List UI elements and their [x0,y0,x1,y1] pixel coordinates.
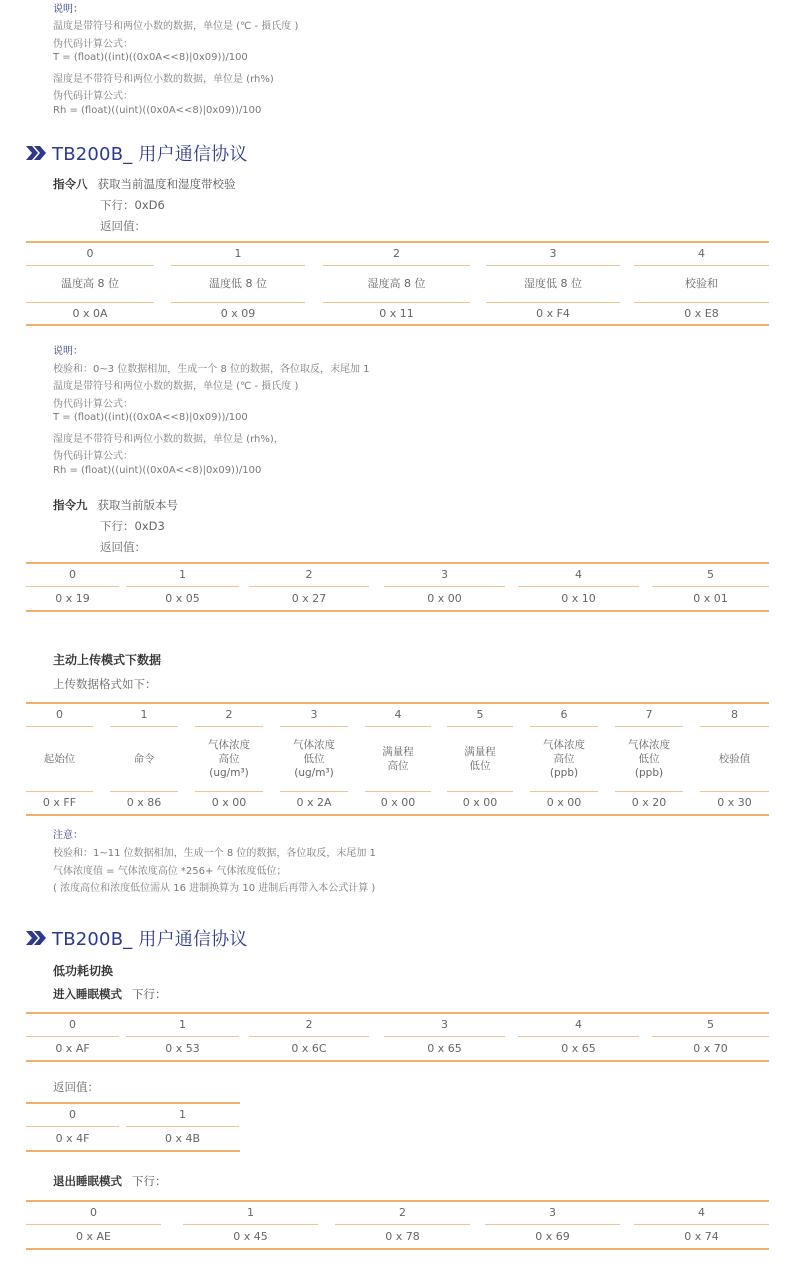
note-line: ( 浓度高位和浓度低位需从 16 进制换算为 10 进制后再带入本公式计算 ) [53,883,376,894]
double-chevron-icon [26,146,46,160]
note-line: Rh = (float)((uint)((0x0A<<8)|0x09))/100 [53,105,262,116]
table-header-cell: 1 [247,1206,254,1219]
table-cell: 气体浓度 高位 (ppb) [543,739,585,779]
return-label: 返回值： [100,219,146,233]
enter-sleep-label: 进入睡眠模式 [53,987,122,1001]
return-label: 返回值： [100,540,146,554]
table-cell: 气体浓度 高位 (ug/m³) [208,739,250,779]
table-cell: 0 x FF [42,796,77,809]
note-title: 注意： [53,830,83,841]
table-cell: 起始位 [43,753,76,765]
table-header-cell: 3 [310,708,318,721]
table-cell: 0 x 10 [561,592,596,605]
command-label: 指令九 [53,498,88,512]
table-bottom-border [26,1060,769,1062]
table-top-border [26,1200,769,1202]
table-cell: 气体浓度 低位 (ug/m³) [293,739,335,779]
note-line: T = (float)((int)((0x0A<<8)|0x09))/100 [53,412,248,423]
table-header-cell: 4 [698,1206,705,1219]
note-line: T = (float)((int)((0x0A<<8)|0x09))/100 [53,52,248,63]
note-line: 校验和：1~11 位数据相加，生成一个 8 位的数据，各位取反，末尾加 1 [53,848,376,859]
table-cell: 0 x 00 [462,796,498,809]
table-top-border [26,702,769,704]
upload-title: 主动上传模式下数据 [53,653,162,667]
table-cell: 0 x 4F [55,1132,90,1145]
table-header-cell: 7 [645,708,653,721]
table-cell: 满量程 高位 [382,746,414,772]
table-cell: 0 x 20 [631,796,667,809]
table-cell: 温度高 8 位 [61,277,119,290]
table-cell: 校验和 [685,277,718,290]
note-line: 伪代码计算公式： [53,39,133,50]
enter-sleep [53,986,167,1002]
table-header-cell: 8 [731,708,738,721]
table-cell: 满量程 低位 [464,746,496,772]
table-cell: 0 x 00 [427,592,462,605]
table-cell: 温度低 8 位 [209,277,267,290]
table-cell: 0 x 4B [164,1132,201,1145]
down-code: 下行：0xD6 [100,198,165,212]
down-code: 下行：0xD3 [100,519,165,533]
table-header-cell: 1 [140,708,148,721]
table-header-cell: 0 [69,568,76,581]
table-header-cell: 3 [549,247,557,260]
note-line: 伪代码计算公式： [53,399,133,410]
exit-sleep-label: 退出睡眠模式 [53,1174,122,1188]
table-top-border [26,241,769,243]
table-cell: 0 x 01 [693,592,728,605]
table-cell: 0 x 78 [385,1230,420,1243]
table-cell: 0 x 05 [165,592,200,605]
table-bottom-border [26,324,769,326]
table-cell: 0 x 69 [535,1230,570,1243]
table-cell: 0 x 65 [427,1042,462,1055]
table-cell: 校验值 [718,753,751,765]
note-line: 伪代码计算公式： [53,451,133,462]
note-line: 伪代码计算公式： [53,91,133,102]
table-cell: 0 x AE [76,1230,111,1243]
table-cell: 湿度高 8 位 [367,277,426,290]
table-bottom-border [26,1150,240,1152]
section-heading-text: TB200B_ 用户通信协议 [52,144,248,165]
table-cell: 0 x 00 [380,796,416,809]
table-header-cell: 3 [549,1206,556,1219]
table-header-cell: 4 [575,568,582,581]
table-header-cell: 3 [441,1018,448,1031]
table-top-border [26,1102,240,1104]
table-header-cell: 1 [179,1018,186,1031]
table-header-cell: 1 [179,568,186,581]
table-header-cell: 0 [86,247,94,260]
table-cell: 命令 [133,753,155,765]
table-header-cell: 2 [305,1018,313,1031]
table-cell: 0 x 74 [684,1230,719,1243]
table-header-cell: 3 [441,568,448,581]
note-line: 校验和：0~3 位数据相加，生成一个 8 位的数据，各位取反，末尾加 1 [53,364,370,375]
table-top-border [26,1012,769,1014]
note-title: 说明： [53,4,83,15]
command-label: 指令八 [53,177,88,191]
table-header-cell: 0 [56,708,63,721]
table-cell: 0 x 00 [211,796,247,809]
table-cell: 0 x 70 [693,1042,728,1055]
table-top-border [26,562,769,564]
section-heading [26,926,248,950]
table-header-cell: 1 [234,247,242,260]
table-cell: 0 x 6C [291,1042,327,1055]
table-cell: 0 x 00 [546,796,582,809]
command-9 [53,497,178,513]
table-cell: 0 x 30 [717,796,752,809]
exit-sleep [53,1173,167,1189]
table-header-cell: 2 [225,708,233,721]
table-bottom-border [26,1248,769,1250]
table-header-cell: 5 [707,1018,714,1031]
table-cell: 0 x 65 [561,1042,596,1055]
table-bottom-border [26,610,769,612]
table-header-cell: 0 [69,1018,76,1031]
double-chevron-icon [26,931,46,945]
table-header-cell: 5 [476,708,484,721]
table-cell: 0 x 45 [233,1230,268,1243]
table-cell: 0 x 19 [55,592,90,605]
table-bottom-border [26,814,769,816]
table-header-cell: 1 [179,1108,186,1121]
note-line: Rh = (float)((uint)((0x0A<<8)|0x09))/100 [53,465,262,476]
section-heading-text: TB200B_ 用户通信协议 [52,929,248,950]
table-cell: 0 x 2A [296,796,332,809]
note-line: 气体浓度值 = 气体浓度高位 *256+ 气体浓度低位； [53,866,287,877]
table-header-cell: 4 [394,708,402,721]
lowpower-title: 低功耗切换 [53,964,114,978]
section-heading [26,141,248,165]
table-cell: 0 x 11 [379,307,414,320]
note-line: 湿度是不带符号和两位小数的数据，单位是 (rh%)， [53,434,284,445]
command-8 [53,176,236,192]
command-desc: 获取当前温度和湿度带校验 [97,177,236,191]
table-cell: 0 x 09 [220,307,256,320]
table-cell: 0 x 86 [126,796,162,809]
note-line: 湿度是不带符号和两位小数的数据，单位是 (rh%) [53,74,274,85]
enter-sleep-down: 下行： [132,987,167,1001]
table-cell: 0 x 53 [165,1042,200,1055]
table-header-cell: 0 [90,1206,97,1219]
table-cell: 0 x E8 [684,307,719,320]
table-header-cell: 2 [305,568,313,581]
note-title: 说明： [53,346,83,357]
table-header-cell: 0 [69,1108,76,1121]
table-header-cell: 2 [393,247,400,260]
table-header-cell: 6 [560,708,568,721]
table-cell: 0 x AF [55,1042,90,1055]
return-label: 返回值： [53,1080,99,1094]
table-cell: 湿度低 8 位 [524,277,582,290]
table-header-cell: 2 [399,1206,406,1219]
command-desc: 获取当前版本号 [97,498,178,512]
table-cell: 0 x 27 [291,592,327,605]
note-line: 温度是带符号和两位小数的数据，单位是 (℃ - 摄氏度 ) [53,381,299,392]
table-header-cell: 4 [575,1018,582,1031]
upload-subtitle: 上传数据格式如下： [53,677,157,691]
table-cell: 气体浓度 低位 (ppb) [628,739,670,779]
table-header-cell: 5 [707,568,714,581]
note-line: 温度是带符号和两位小数的数据，单位是 (℃ - 摄氏度 ) [53,21,299,32]
exit-sleep-down: 下行： [132,1174,167,1188]
table-cell: 0 x 0A [72,307,108,320]
table-header-cell: 4 [698,247,705,260]
table-cell: 0 x F4 [536,307,570,320]
